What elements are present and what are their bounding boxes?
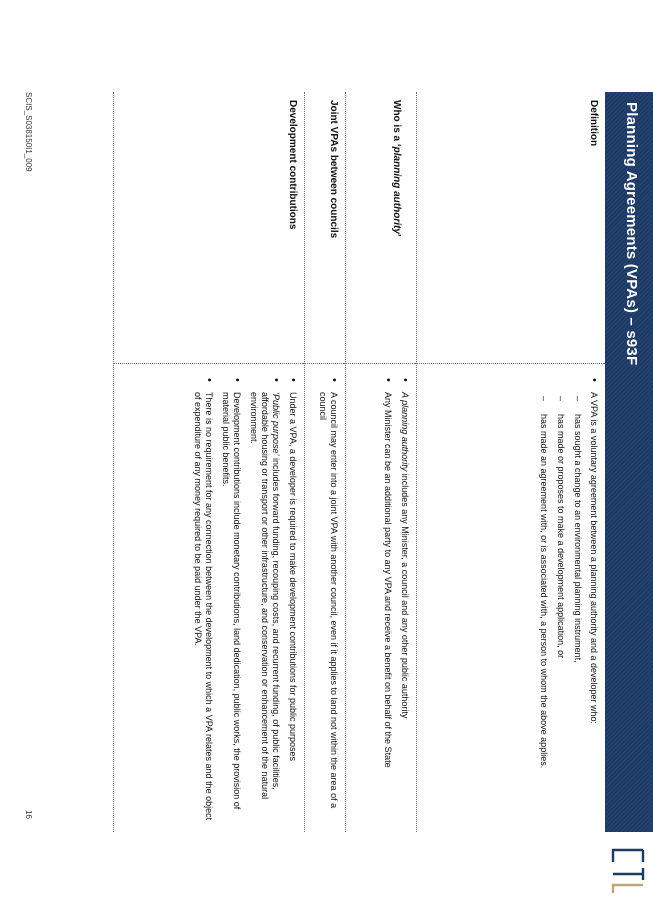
- page-title: Planning Agreements (VPAs) – s93F: [623, 102, 640, 366]
- row-content-planning-authority: [346, 364, 416, 832]
- logo-right-mark: [613, 885, 643, 893]
- logo-middle-mark: [613, 868, 643, 880]
- dash-item: – has sought a change to an environmental planning instrument,: [572, 392, 583, 822]
- table-row: [416, 92, 605, 832]
- row-content-joint-vpas: [305, 364, 345, 832]
- footer-document-code: SCIS_S038150I1_009: [24, 92, 33, 172]
- page-number: 16: [24, 810, 33, 819]
- bullet-item: • There is no requirement for any connection between the development to which a VPA relates and the object of expenditure of any money required to be paid under the VPA.: [192, 378, 214, 822]
- content-table: [113, 92, 605, 832]
- table-row: [113, 92, 304, 832]
- row-content-development-contributions: [114, 364, 304, 832]
- bullet-item: • Any Minister can be an additional party to any VPA and receive a benefit on behalf of the State: [382, 378, 393, 822]
- dash-item: – has made an agreement with, or is associated with, a person to whom the above applies.: [538, 392, 549, 822]
- definition-intro: A VPA is a voluntary agreement between a planning authority and a developer who:: [589, 392, 599, 725]
- firm-logo-icon: [611, 848, 645, 894]
- bullet-item: • Development contributions include monetary contributions, land dedication, public works, the provision of material public benefits.: [220, 378, 242, 822]
- table-row: [304, 92, 345, 832]
- table-row: [345, 92, 416, 832]
- title-banner: [605, 92, 653, 832]
- row-content-definition: [417, 364, 605, 832]
- bullet-item: • A council may enter into a joint VPA with another council, even if it applies to land not within the area of a council: [317, 378, 339, 822]
- row-label-planning-authority: Who is a ‘planning authority’: [346, 92, 416, 364]
- dash-item: – has made or proposes to make a development application, or: [555, 392, 566, 822]
- row-label-development-contributions: Development contributions: [114, 92, 304, 364]
- bullet-item: • Under a VPA, a developer is required to make development contributions for public purposes: [287, 378, 298, 822]
- bullet-item: • ‘Public purpose’ includes forward funding, recouping costs, and recurrent funding, of public facilities, affordable housing or transport or other infrastructure, and conservation or enhancement of the natural environment.: [248, 378, 281, 822]
- bullet-item: [538, 378, 599, 822]
- bullet-item: • A planning authority includes any Minister, a council and any other public authority: [399, 378, 410, 822]
- row-label-joint-vpas: Joint VPAs between councils: [305, 92, 345, 364]
- row-label-definition: Definition: [417, 92, 605, 364]
- logo-left-mark: [613, 850, 643, 862]
